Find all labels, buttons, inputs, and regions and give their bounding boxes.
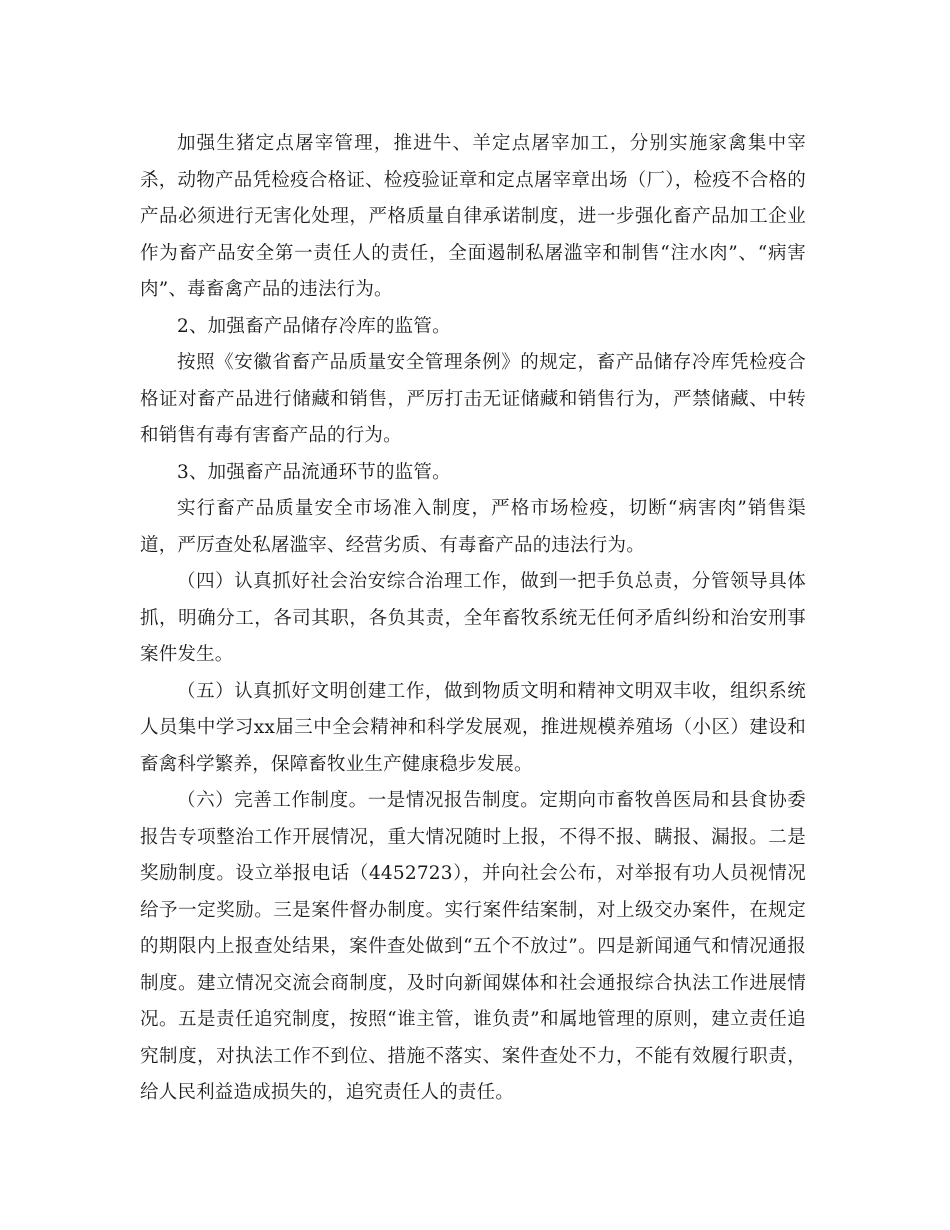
paragraph-public-security: （四）认真抓好社会治安综合治理工作，做到一把手负总责，分管领导具体抓，明确分工，各司其职，各负其责，全年畜牧系统无任何矛盾纠纷和治安刑事案件发生。: [140, 571, 806, 665]
paragraph-slaughter-management: 加强生猪定点屠宰管理，推进牛、羊定点屠宰加工，分别实施家禽集中宰杀，动物产品凭检疫合格证、检疫验证章和定点屠宰章出场（厂），检疫不合格的产品必须进行无害化处理，严格质量自律承诺制度，进一步强化畜产品加工企业作为畜产品安全第一责任人的责任，全面遏制私屠滥宰和制售“注水肉”、“病害肉”、毒畜禽产品的违法行为。: [140, 133, 806, 300]
paragraph-circulation: 实行畜产品质量安全市场准入制度，严格市场检疫，切断“病害肉”销售渠道，严厉查处私屠滥宰、经营劣质、有毒畜产品的违法行为。: [140, 498, 806, 556]
paragraph-civilization: （五）认真抓好文明创建工作，做到物质文明和精神文明双丰收，组织系统人员集中学习xx届三中全会精神和科学发展观，推进规模养殖场（小区）建设和畜禽科学繁养，保障畜牧业生产健康稳步发展。: [140, 680, 806, 775]
paragraph-cold-storage: 按照《安徽省畜产品质量安全管理条例》的规定，畜产品储存冷库凭检疫合格证对畜产品进行储藏和销售，严厉打击无证储藏和销售行为，严禁储藏、中转和销售有毒有害畜产品的行为。: [140, 352, 806, 446]
paragraph-heading-cold-storage: 2、加强畜产品储存冷库的监管。: [177, 315, 451, 337]
paragraph-heading-circulation: 3、加强畜产品流通环节的监管。: [177, 461, 451, 483]
paragraph-work-system: （六）完善工作制度。一是情况报告制度。定期向市畜牧兽医局和县食协委报告专项整治工作开展情况，重大情况随时上报，不得不报、瞒报、漏报。二是奖励制度。设立举报电话（4452723），并向社会公布，对举报有功人员视情况给予一定奖励。三是案件督办制度。实行案件结案制，对上级交办案件，在规定的期限内上报查处结果，案件查处做到“五个不放过”。四是新闻通气和情况通报制度。建立情况交流会商制度，及时向新闻媒体和社会通报综合执法工作进展情况。五是责任追究制度，按照“谁主管，谁负责”和属地管理的原则，建立责任追究制度，对执法工作不到位、措施不落实、案件查处不力，不能有效履行职责，给人民利益造成损失的，追究责任人的责任。: [140, 790, 806, 1103]
document-body: [140, 126, 806, 1112]
